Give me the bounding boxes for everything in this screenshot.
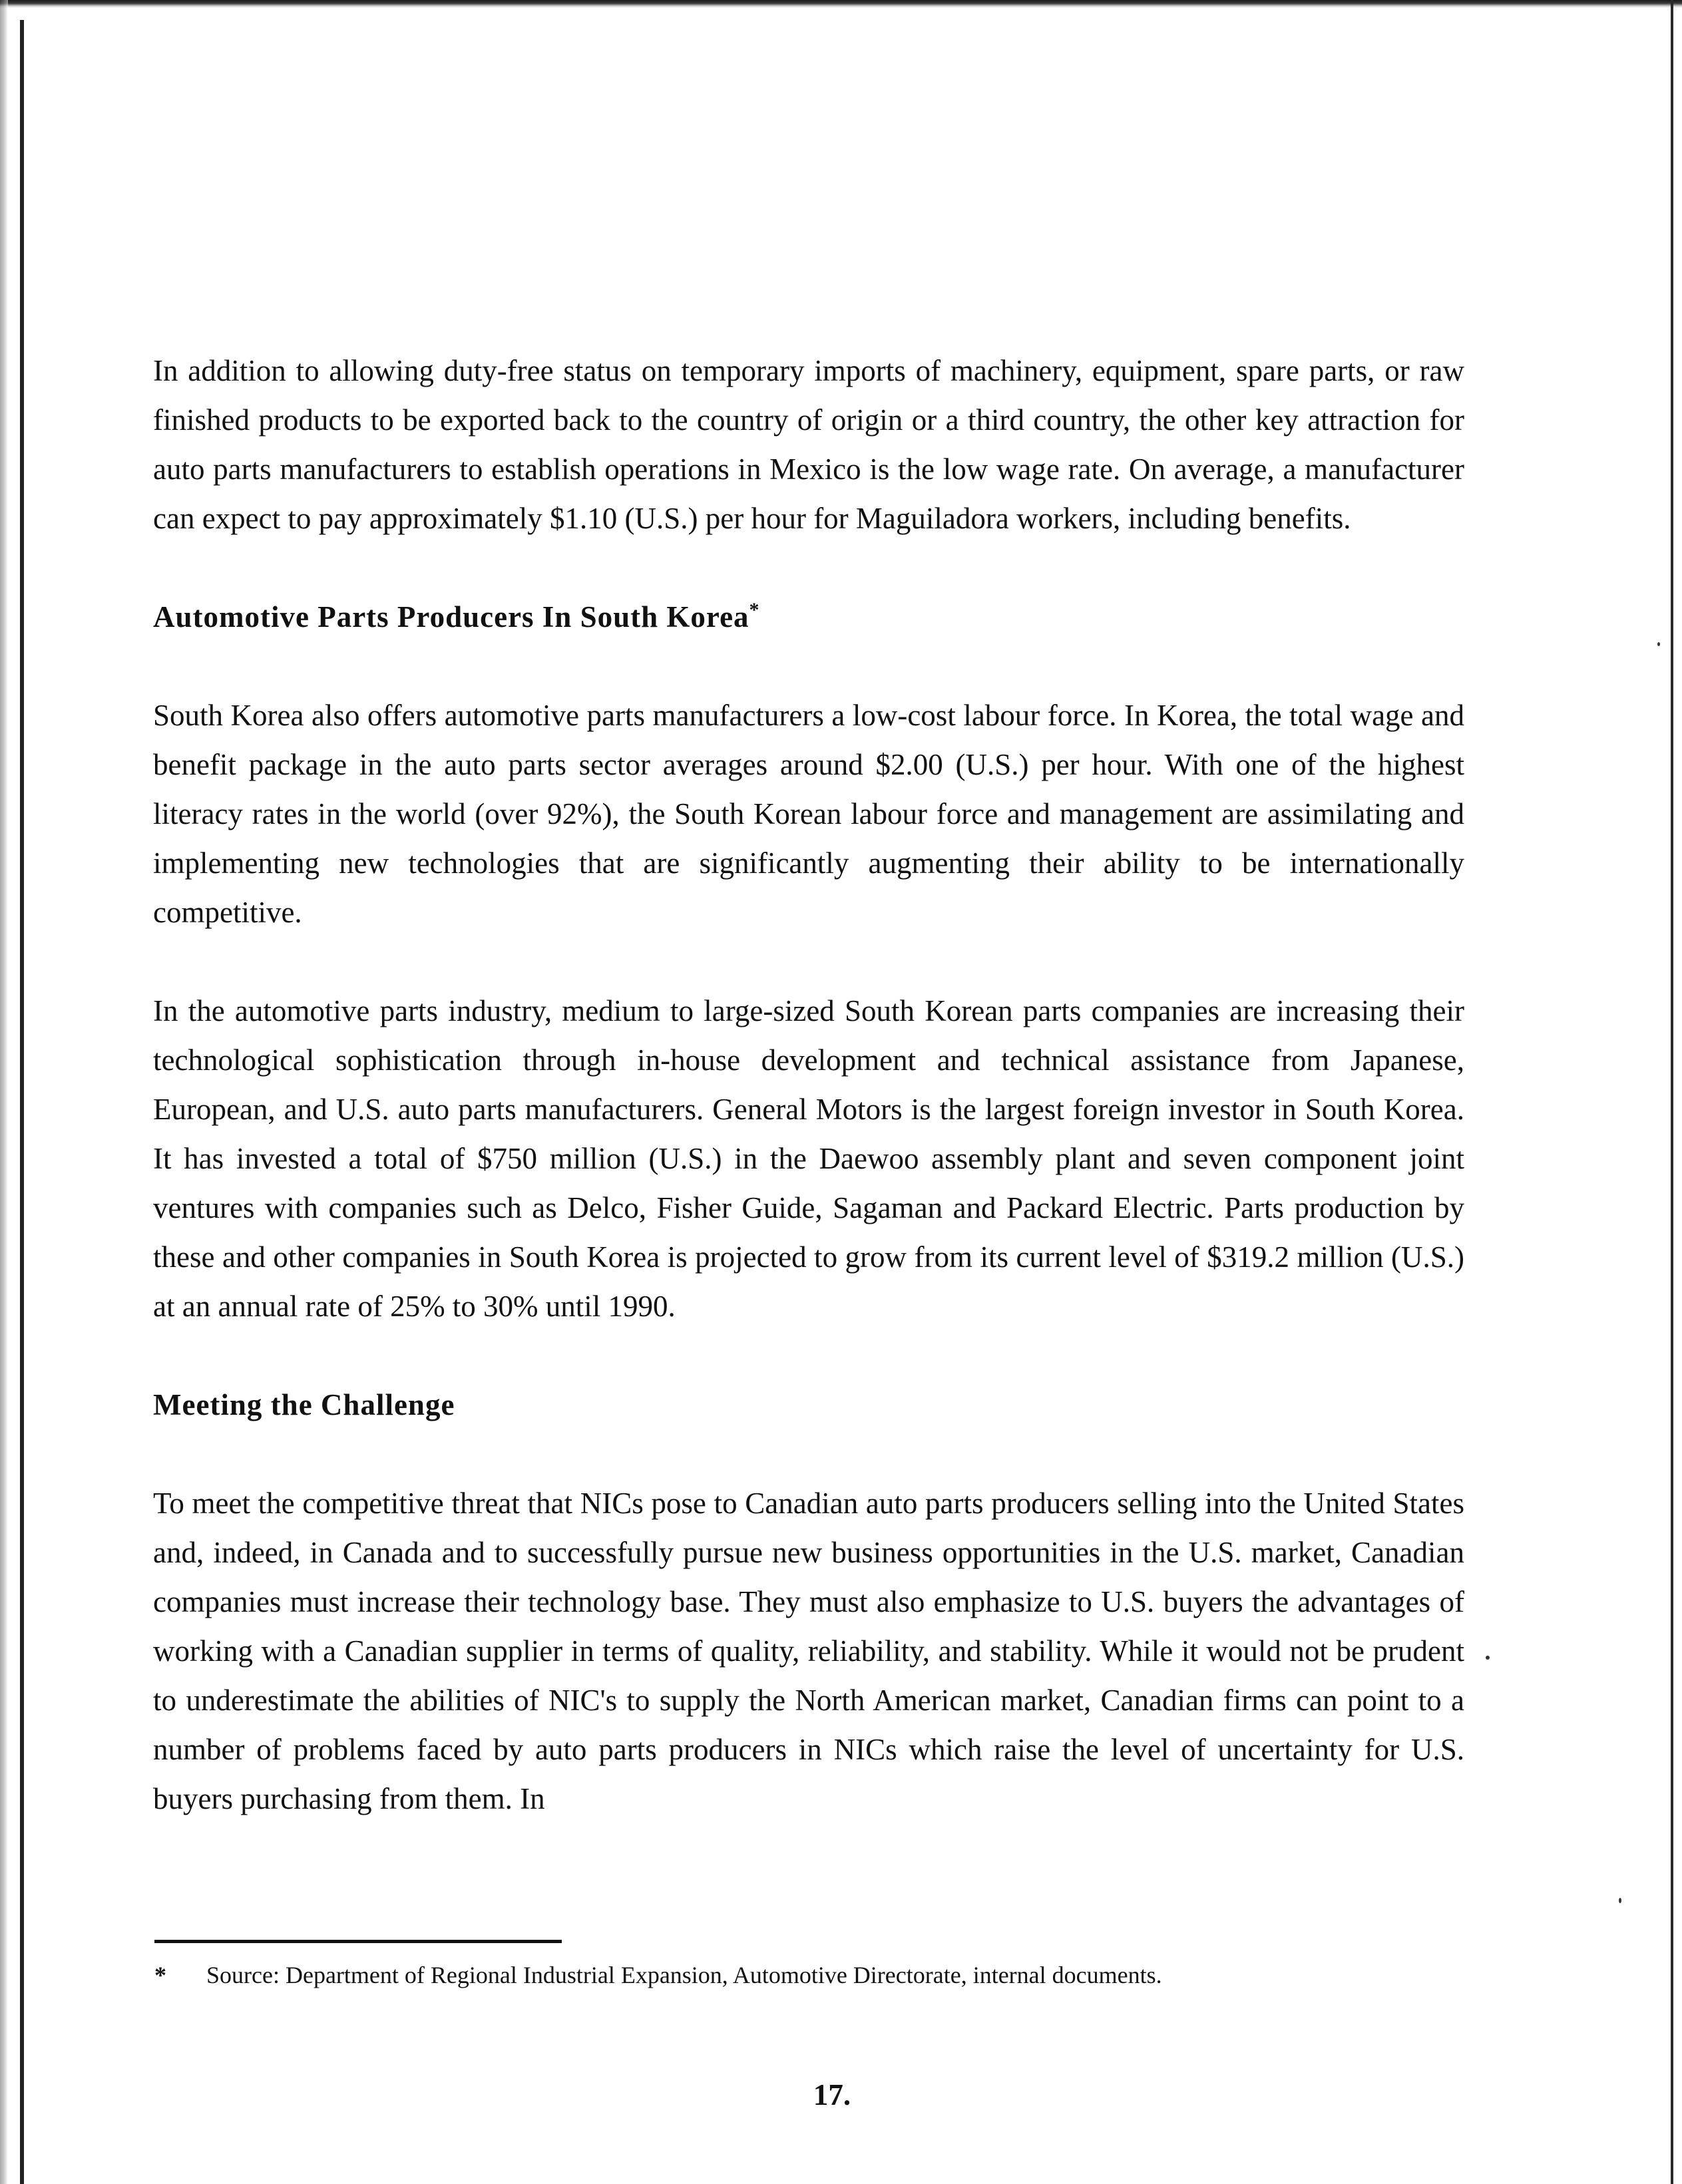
page-number: 17. xyxy=(813,2078,851,2111)
paragraph-mexico-wages: In addition to allowing duty-free status on temporary imports of machinery, equipment, spare parts, or raw finished products to be exported back to the country of origin or a third country, the other key attraction for auto parts manufacturers to establish operations in Mexico is the low wage rate. On average, a manufacturer can expect to pay approximately $1.10 (U.S.) per hour for Maguiladora workers, including benefits. xyxy=(153,354,1464,535)
paragraph-competitive-threat: To meet the competitive threat that NICs pose to Canadian auto parts producers selling into the United States and, indeed, in Canada and to successfully pursue new business opportunities in the U.S. market, Canadian companies must increase their technology base. They must also emphasize to U.S. buyers the advantages of working with a Canadian supplier in terms of quality, reliability, and stability. While it would not be prudent to underestimate the abilities of NIC's to supply the North American market, Canadian firms can point to a number of problems faced by auto parts producers in NICs which raise the level of uncertainty for U.S. buyers purchasing from them. In xyxy=(153,1487,1464,1815)
scan-speck xyxy=(1619,1898,1621,1903)
heading-south-korea-text: Automotive Parts Producers In South Korea xyxy=(153,600,749,634)
paragraph-korea-industry: In the automotive parts industry, medium to large-sized South Korean parts companies are increasing their technological sophistication through in-house development and technical assistance from Japanese, European, and U.S. auto parts manufacturers. General Motors is the largest foreign investor in South Korea. It has invested a total of $750 million (U.S.) in the Daewoo assembly plant and seven component joint ventures with companies such as Delco, Fisher Guide, Sagaman and Packard Electric. Parts production by these and other companies in South Korea is projected to grow from its current level of $319.2 million (U.S.) at an annual rate of 25% to 30% until 1990. xyxy=(153,994,1464,1323)
paragraph-korea-labour: South Korea also offers automotive parts manufacturers a low-cost labour force. In Korea, the total wage and benefit package in the auto parts sector averages around $2.00 (U.S.) per hour. With one of the highest literacy rates in the world (over 92%), the South Korean labour force and management are assimilating and implementing new technologies that are significantly augmenting their ability to be internationally competitive. xyxy=(153,699,1464,929)
scan-left-margin xyxy=(0,0,8,2184)
heading-south-korea xyxy=(153,592,1464,641)
page-body xyxy=(153,346,1464,1823)
footnote-text: Source: Department of Regional Industrial Expansion, Automotive Directorate, internal documents. xyxy=(206,1962,1162,1988)
heading-footnote-marker: * xyxy=(749,599,760,621)
scan-right-edge xyxy=(1671,0,1673,2184)
heading-meeting-challenge: Meeting the Challenge xyxy=(153,1388,455,1421)
footnote-rule xyxy=(154,1940,562,1943)
scan-top-edge xyxy=(0,0,1682,8)
scan-left-edge xyxy=(20,20,24,2184)
scan-speck xyxy=(1486,1656,1490,1660)
scan-speck xyxy=(1657,642,1660,646)
footnote xyxy=(154,1955,1419,1995)
footnote-marker: * xyxy=(154,1962,166,1988)
